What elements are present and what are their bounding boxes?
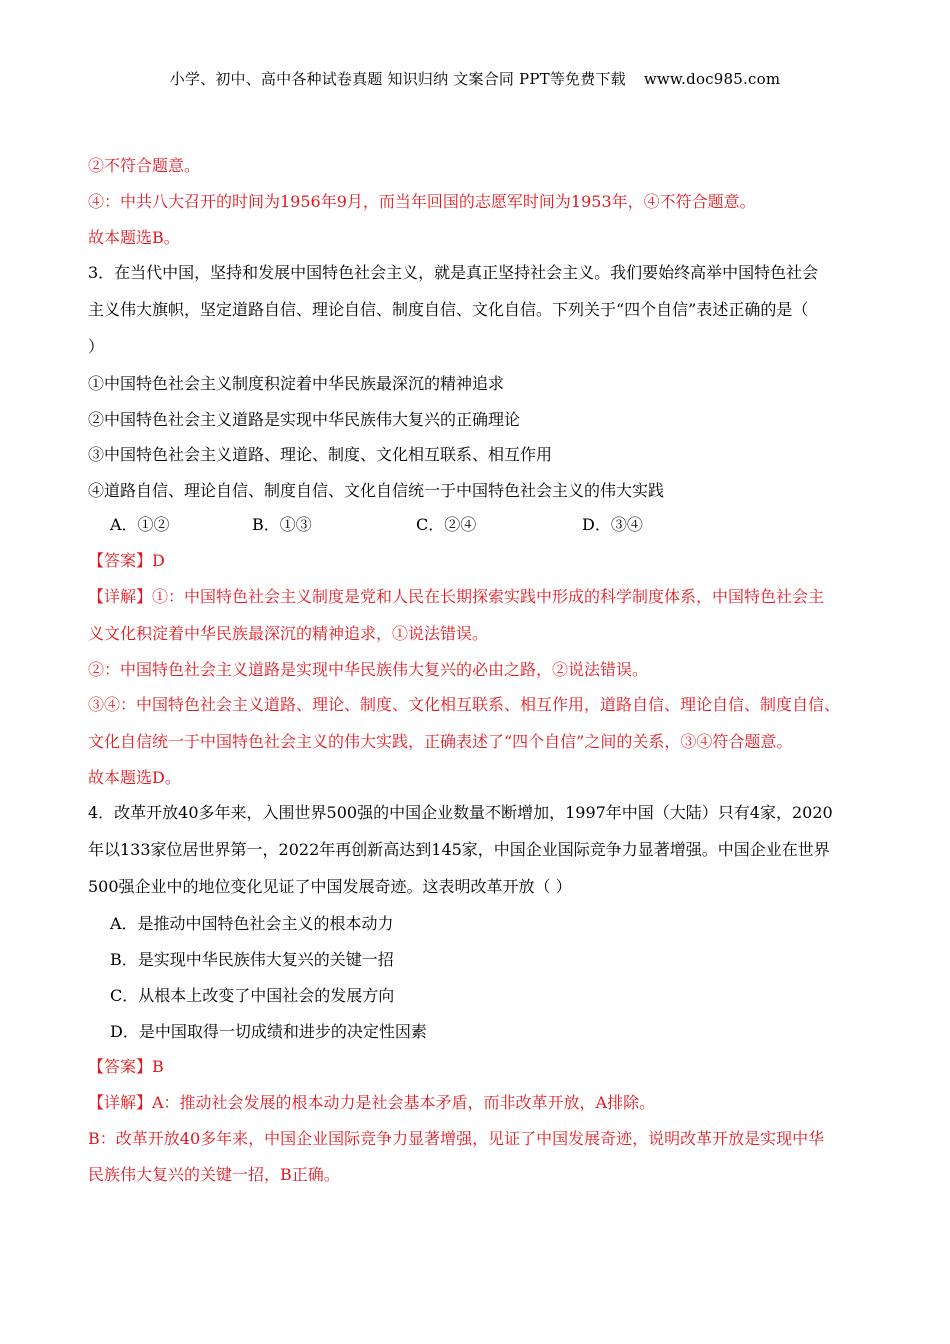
q3-stem: 3．在当代中国，坚持和发展中国特色社会主义，就是真正坚持社会主义。我们要始终高举中国特色社会 xyxy=(88,263,819,282)
q3-detail: ③④：中国特色社会主义道路、理论、制度、文化相互联系、相互作用，道路自信、理论自信、制度自信、 xyxy=(88,695,841,714)
q3-detail: 【详解】①：中国特色社会主义制度是党和人民在长期探索实践中形成的科学制度体系，中国特色社会主 xyxy=(88,587,825,606)
q3-option-d: D．③④ xyxy=(582,515,643,534)
q3-item: ③中国特色社会主义道路、理论、制度、文化相互联系、相互作用 xyxy=(88,445,553,464)
q3-item: ④道路自信、理论自信、制度自信、文化自信统一于中国特色社会主义的伟大实践 xyxy=(88,481,665,500)
q3-options xyxy=(88,514,788,536)
header-text: 小学、初中、高中各种试卷真题 知识归纳 文案合同 PPT等免费下载 xyxy=(169,70,626,88)
q4-detail: 民族伟大复兴的关键一招，B正确。 xyxy=(88,1165,340,1184)
q3-option-a: A．①② xyxy=(110,515,170,534)
q4-detail: B：改革开放40多年来，中国企业国际竞争力显著增强，见证了中国发展奇迹，说明改革开放是实现中华 xyxy=(88,1129,825,1148)
q3-stem: 主义伟大旗帜，坚定道路自信、理论自信、制度自信、文化自信。下列关于“四个自信”表述正确的是（ xyxy=(88,300,809,319)
q4-detail: 【详解】A：推动社会发展的根本动力是社会基本矛盾，而非改革开放，A排除。 xyxy=(88,1093,656,1112)
q4-answer: 【答案】B xyxy=(88,1057,164,1076)
q4-stem: 4．改革开放40多年来，入围世界500强的中国企业数量不断增加，1997年中国（大陆）只有4家，2020 xyxy=(88,803,833,822)
q4-option-d: D．是中国取得一切成绩和进步的决定性因素 xyxy=(110,1022,427,1041)
q4-option-c: C．从根本上改变了中国社会的发展方向 xyxy=(110,986,395,1005)
q3-detail: ②：中国特色社会主义道路是实现中华民族伟大复兴的必由之路，②说法错误。 xyxy=(88,660,649,679)
header-site-link[interactable]: www.doc985.com xyxy=(643,70,781,88)
q3-stem: ） xyxy=(88,337,105,356)
prev-analysis-line: ②不符合题意。 xyxy=(88,156,201,175)
q3-answer: 【答案】D xyxy=(88,551,165,570)
q3-option-b: B．①③ xyxy=(252,515,312,534)
prev-conclusion: 故本题选B。 xyxy=(88,228,180,247)
q3-option-c: C．②④ xyxy=(416,515,477,534)
q3-conclusion: 故本题选D。 xyxy=(88,768,181,787)
q3-item: ②中国特色社会主义道路是实现中华民族伟大复兴的正确理论 xyxy=(88,410,521,429)
q4-stem: 年以133家位居世界第一，2022年再创新高达到145家，中国企业国际竞争力显著增强。中国企业在世界 xyxy=(88,840,830,859)
q3-detail: 文化自信统一于中国特色社会主义的伟大实践，正确表述了“四个自信”之间的关系，③④符合题意。 xyxy=(88,732,793,751)
q4-option-a: A．是推动中国特色社会主义的根本动力 xyxy=(110,914,394,933)
q4-option-b: B．是实现中华民族伟大复兴的关键一招 xyxy=(110,950,394,969)
prev-analysis-line: ④：中共八大召开的时间为1956年9月，而当年回国的志愿军时间为1953年，④不符合题意。 xyxy=(88,192,756,211)
q3-item: ①中国特色社会主义制度积淀着中华民族最深沉的精神追求 xyxy=(88,374,505,393)
q4-stem: 500强企业中的地位变化见证了中国发展奇迹。这表明改革开放（ ） xyxy=(88,877,572,896)
page-header xyxy=(0,68,950,89)
q3-detail: 义文化积淀着中华民族最深沉的精神追求，①说法错误。 xyxy=(88,624,489,643)
